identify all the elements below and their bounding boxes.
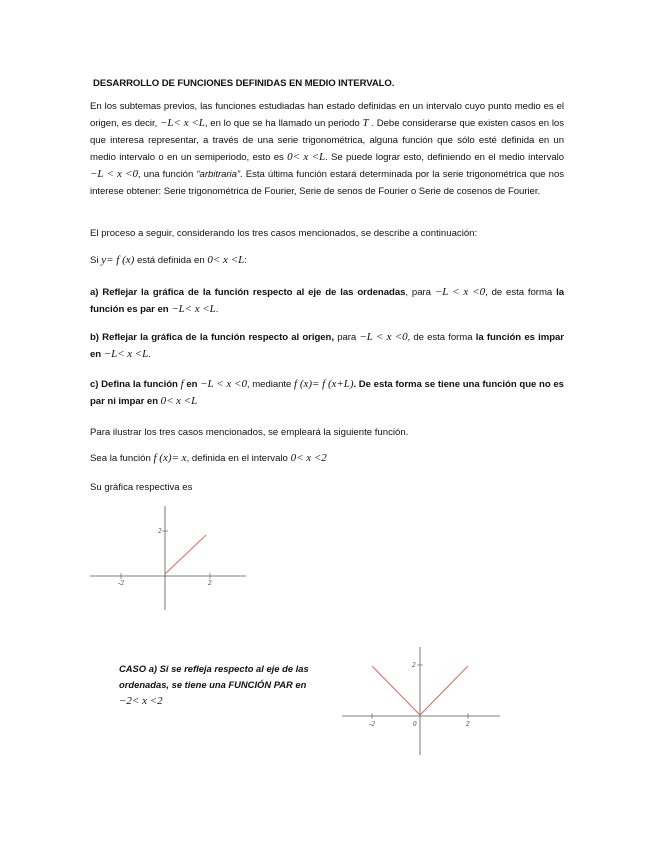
math-interval: −2< x <2 — [119, 695, 163, 707]
case-a-paragraph — [90, 284, 564, 318]
process-sentence: El proceso a seguir, considerando los tres casos mencionados, se describe a continuación: — [90, 228, 478, 239]
case-c-paragraph — [90, 376, 564, 410]
graph-intro: Su gráfica respectiva es — [90, 482, 193, 493]
text-span: , una función — [137, 169, 194, 180]
tick-label-y: 2 — [412, 661, 416, 669]
function-line — [165, 535, 206, 574]
text-span: , mediante — [246, 379, 292, 390]
math-neg-interval: −L < x <0 — [434, 286, 486, 298]
text-span: Si — [90, 255, 99, 266]
tick-label-origin: 0 — [413, 720, 417, 728]
text-bold: la función es par en — [90, 287, 564, 315]
text-span: , en lo que se ha llamado un periodo — [204, 118, 360, 129]
text-span: para — [337, 332, 357, 343]
math-interval: 0< x <L — [160, 395, 198, 407]
intro-paragraph — [90, 98, 564, 200]
math-interval: 0< x <L — [207, 254, 245, 266]
text-span: En los subtemas previos, las funciones estudiadas han estado definidas en un intervalo cuyo punto medio es el origen, es decir, — [90, 101, 564, 129]
text-span: . — [215, 304, 219, 315]
text-span: , de esta forma — [485, 287, 553, 298]
function-definition — [90, 452, 327, 464]
caption-text: CASO a) Si se refleja respecto al eje de las ordenadas, se tiene una FUNCIÓN PAR en — [119, 663, 309, 690]
case-b-paragraph — [90, 329, 564, 363]
graph-even-function — [340, 645, 502, 757]
text-span: , para — [405, 287, 431, 298]
text-bold: la función es impar en — [90, 332, 564, 360]
math-f: f — [180, 378, 184, 390]
text-span: en — [186, 379, 198, 390]
math-interval: −L< x <L — [171, 303, 216, 315]
text-span: , definida en el intervalo — [186, 453, 288, 464]
text-span: . — [148, 349, 151, 360]
math-neg-interval: −L < x <0 — [90, 168, 138, 180]
text-span: . Debe considerarse que existen casos en los que interesa representar, a través de una serie trigonométrica, alguna función que sólo esté definida en un medio intervalo o en un semiperiodo, esto es — [90, 118, 564, 163]
math-half-interval: 0< x <L — [287, 151, 326, 163]
text-arbitraria: “arbitraria” — [196, 169, 241, 180]
tick-label-xneg: -2 — [118, 579, 124, 587]
math-interval: −L< x <L — [160, 117, 205, 129]
math-shift: f (x)= f (x+L) — [294, 378, 354, 390]
math-function: y= f (x) — [101, 254, 135, 266]
text-span: , de esta forma — [407, 332, 473, 343]
tick-label-xpos: 2 — [466, 720, 470, 728]
text-span: está definida en — [136, 255, 205, 266]
section-title: DESARROLLO DE FUNCIONES DEFINIDAS EN MEDIO INTERVALO. — [93, 78, 395, 89]
math-interval: 0< x <2 — [290, 452, 327, 464]
text-span: Sea la función — [90, 453, 151, 464]
text-span: . Esta última función estará determinada por la serie trigonométrica que nos interese obtener: Serie trigonométrica de Fourier, Serie de senos de Fourier o Serie de cosenos de Fourier. — [90, 169, 565, 197]
math-neg-interval: −L < x <0 — [200, 378, 247, 390]
graph-f-x — [88, 504, 248, 612]
text-bold: b) Reflejar la gráfica de la función respecto al origen, — [90, 332, 334, 343]
math-interval: −L< x <L — [103, 348, 149, 360]
text-bold: a) Reflejar la gráfica de la función respecto al eje de las ordenadas — [90, 287, 406, 298]
text-bold: c) Defina la función — [90, 379, 178, 390]
case-a-caption — [119, 661, 319, 709]
math-period: T — [362, 117, 369, 129]
tick-label-xneg: -2 — [369, 720, 375, 728]
tick-label-y: 2 — [158, 527, 162, 535]
text-span: . Se puede lograr esto, definiendo en el medio intervalo — [325, 152, 564, 163]
math-function: f (x)= x — [153, 452, 187, 464]
text-span: : — [244, 255, 247, 266]
math-neg-interval: −L < x <0 — [359, 331, 408, 343]
illustrate-sentence: Para ilustrar los tres casos mencionados, se empleará la siguiente función. — [90, 427, 409, 438]
text-bold: . De esta forma se tiene una función que no es par ni impar en — [90, 379, 564, 407]
condition-line — [90, 254, 247, 266]
tick-label-xpos: 2 — [208, 579, 212, 587]
